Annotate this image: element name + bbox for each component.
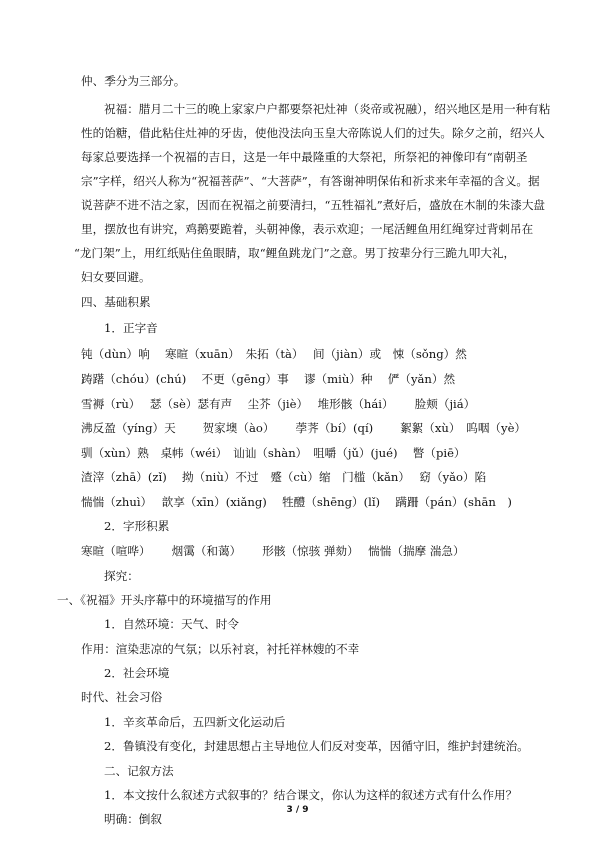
text-line: 2．鲁镇没有变化，封建思想占主导地位人们反对变革，因循守旧，维护封建统治。 — [104, 739, 529, 753]
text-line: 探究： — [104, 569, 139, 583]
text-line: 1．自然环境：天气、时令 — [104, 617, 239, 631]
text-line: 每家总要选择一个祝福的吉日，这是一年中最隆重的大祭祀，所祭祀的神像印有“南朝圣 — [81, 150, 528, 164]
text-line: 雪褥（rù） 瑟（sè）瑟有声 尘芥（jiè） 堆形骸（hái） 脸颊（jiá） — [81, 397, 476, 411]
text-line: 祝福：腊月二十三的晚上家家户户都要祭祀灶神（炎帝或祝融），绍兴地区是用一种有粘 — [104, 102, 551, 116]
page-number: 3 / 9 — [286, 805, 309, 815]
text-line: 明确：倒叙 — [104, 812, 162, 826]
section-heading: 二、记叙方法 — [104, 764, 174, 778]
text-line: 驯（xùn）熟 桌帏（wéi） 讪讪（shàn） 咀嚼（jǔ）(jué) 瞥（piē） — [81, 446, 466, 460]
sub-heading: 1．正字音 — [104, 321, 158, 335]
text-line: 妇女要回避。 — [81, 270, 151, 284]
text-line: 钝（dùn）响 寒暄（xuān） 朱拓（tà） 间（jiàn）或 悚（sǒng）然 — [81, 347, 467, 361]
section-heading: 四、基础积累 — [81, 295, 151, 309]
text-line: 仲、季分为三部分。 — [81, 74, 186, 88]
text-line: 渣滓（zhā）(zǐ) 拗（niù）不过 蹙（cù）缩 门槛（kǎn） 窈（yǎo）陷 — [81, 470, 487, 484]
sub-heading: 2．字形积累 — [104, 519, 170, 533]
text-line: 1．辛亥革命后，五四新文化运动后 — [104, 715, 286, 729]
text-line: 1．本文按什么叙述方式叙事的？结合课文，你认为这样的叙述方式有什么作用？ — [104, 788, 518, 802]
text-line: “龙门架”上，用红纸贴住鱼眼睛，取“鲤鱼跳龙门”之意。男丁按辈分行三跪九叩大礼， — [74, 246, 516, 260]
text-line: 寒暄（喧哗） 烟霭（和蔼） 形骸（惊骇 弹劾） 惴惴（揣摩 湍急） — [81, 544, 465, 558]
text-line: 说菩萨不进不洁之家，因而在祝福之前要清扫，“五牲福礼”煮好后，盛放在木制的朱漆大盘 — [81, 198, 546, 212]
text-line: 作用：渲染悲凉的气氛；以乐衬哀，衬托祥林嫂的不幸 — [81, 642, 360, 656]
text-line: 2．社会环境 — [104, 666, 170, 680]
text-line: 踌躇（chóu）(chú) 不更（gēng）事 谬（miù）种 俨（yǎn）然 — [81, 372, 456, 386]
text-line: 里，摆放也有讲究，鸡鹅要跪着，头朝神像，表示欢迎；一尾活鲤鱼用红绳穿过背剌吊在 — [81, 222, 534, 236]
text-line: 性的饴糖，借此粘住灶神的牙齿，使他没法向玉皇大帝陈说人们的过失。除夕之前，绍兴人 — [81, 126, 545, 140]
text-line: 宗”字样，绍兴人称为“祝福菩萨”、“大菩萨”，有答谢神明保佑和祈求来年幸福的含义。据 — [81, 174, 540, 188]
text-line: 时代、社会习俗 — [81, 690, 163, 704]
section-heading: 一、《祝福》开头序幕中的环境描写的作用 — [57, 593, 272, 607]
text-line: 惴惴（zhuì） 歆享（xīn）(xiǎng) 牲醴（shēng）(lǐ) 蹒跚（pán）(shān ) — [81, 495, 512, 509]
text-line: 沸反盈（yíng）天 贺家墺（ào） 荸荠（bí）(qí) 絮絮（xù） 呜咽（yè） — [81, 421, 527, 435]
